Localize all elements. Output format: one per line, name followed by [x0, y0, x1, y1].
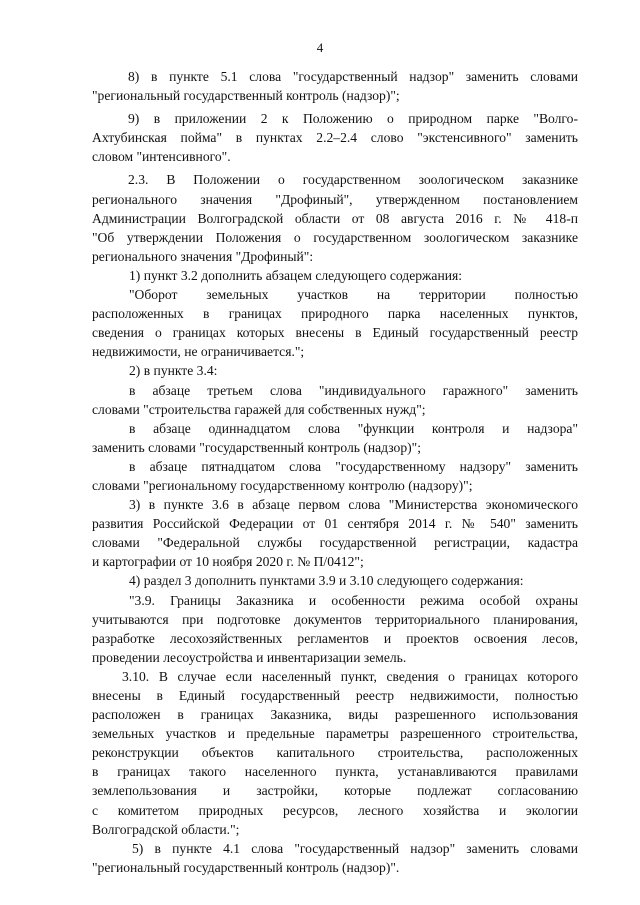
- text-line: 3.10. В случае если населенный пункт, сведения о границах которого: [122, 668, 578, 684]
- paragraph-item-2-b: [92, 419, 578, 457]
- paragraph-item-2: [92, 361, 578, 380]
- text-line: 8) в пункте 5.1 слова "государственный надзор" заменить словами: [128, 69, 578, 84]
- paragraph-item-2-a: [92, 381, 578, 419]
- text-line: заменить словами "государственный контроль (надзор)";: [92, 439, 421, 455]
- text-line: с комитетом природных ресурсов, лесного хозяйства и экологии: [92, 802, 578, 818]
- text-line: "региональный государственный контроль (надзор)";: [92, 88, 400, 104]
- text-line: сведения о границах которых внесены в Единый государственный реестр: [92, 325, 578, 341]
- text-line: развития Российской Федерации от 01 сентября 2014 г. № 540" заменить: [92, 516, 578, 532]
- paragraph-item-1: [92, 266, 578, 285]
- paragraph-quote-3-10: [92, 667, 578, 839]
- text-line: проведении лесоустройства и инвентаризации земель.: [92, 649, 407, 665]
- document-body: [92, 67, 578, 877]
- text-line: в абзаце пятнадцатом слова "государственному надзору" заменить: [129, 458, 578, 474]
- text-line: в границах такого населенного пункта, устанавливаются правилами: [92, 764, 578, 780]
- text-line: Администрации Волгоградской области от 08 августа 2016 г. № 418-п: [92, 210, 578, 226]
- text-line: 9) в приложении 2 к Положению о природном парке "Волго-: [128, 111, 578, 127]
- text-line: землепользования и застройки, которые подлежат согласованию: [92, 783, 578, 799]
- paragraph-item-9: [92, 109, 578, 166]
- text-line: расположенных в границах природного парка населенных пунктов,: [92, 306, 578, 322]
- page-number: 4: [316, 40, 324, 55]
- text-line: Ахтубинская пойма" в пунктах 2.2–2.4 слово "экстенсивного" заменить: [92, 130, 578, 146]
- text-line: словом "интенсивного".: [92, 149, 231, 165]
- text-line: "Об утверждении Положения о государственном зоологическом заказнике: [92, 229, 578, 245]
- text-line: в абзаце одиннадцатом слова "функции контроля и надзора": [129, 420, 578, 436]
- text-line: внесены в Единый государственный реестр недвижимости, полностью: [92, 688, 578, 703]
- text-line: 3) в пункте 3.6 в абзаце первом слова "Министерства экономического: [129, 497, 578, 513]
- paragraph-item-8: [92, 67, 578, 105]
- text-line: разработке лесохозяйственных регламентов и проектов освоения лесов,: [92, 630, 578, 646]
- text-line: 1) пункт 3.2 дополнить абзацем следующего содержания:: [129, 267, 463, 283]
- paragraph-section-2-3: [92, 170, 578, 265]
- text-line: 5) в пункте 4.1 слова "государственный надзор" заменить словами: [132, 840, 578, 856]
- paragraph-item-4: [92, 571, 578, 590]
- paragraph-item-5: [92, 839, 578, 877]
- text-line: словами "строительства гаражей для собственных нужд";: [92, 401, 426, 417]
- text-line: словами "Федеральной службы государственной регистрации, кадастра: [92, 535, 578, 551]
- paragraph-quote-3-2: [92, 285, 578, 361]
- text-line: Волгоградской области.";: [92, 821, 240, 837]
- text-line: земельных участков и предельные параметры разрешенного строительства,: [92, 726, 578, 742]
- text-line: учитываются при подготовке документов территориального планирования,: [92, 611, 578, 627]
- text-line: "региональный государственный контроль (надзор)".: [92, 859, 400, 875]
- text-line: "Оборот земельных участков на территории полностью: [129, 287, 578, 303]
- text-line: и картографии от 10 ноября 2020 г. № П/0412";: [92, 554, 364, 570]
- paragraph-quote-3-9: [92, 591, 578, 667]
- paragraph-item-2-c: [92, 457, 578, 495]
- text-line: 4) раздел 3 дополнить пунктами 3.9 и 3.10 следующего содержания:: [129, 573, 524, 589]
- text-line: 2) в пункте 3.4:: [129, 363, 218, 379]
- text-line: регионального значения "Дрофиный", утвержденном постановлением: [92, 191, 578, 207]
- paragraph-item-3: [92, 495, 578, 571]
- text-line: 2.3. В Положении о государственном зоологическом заказнике: [128, 172, 578, 188]
- text-line: словами "региональному государственному контролю (надзору)";: [92, 477, 473, 493]
- text-line: реконструкции объектов капитального строительства, расположенных: [92, 745, 578, 761]
- text-line: недвижимости, не ограничивается.";: [92, 344, 305, 360]
- text-line: в абзаце третьем слова "индивидуального гаражного" заменить: [129, 382, 578, 398]
- text-line: расположен в границах Заказника, виды разрешенного использования: [92, 707, 578, 723]
- text-line: "3.9. Границы Заказника и особенности режима особой охраны: [129, 592, 578, 608]
- text-line: регионального значения "Дрофиный":: [92, 248, 314, 264]
